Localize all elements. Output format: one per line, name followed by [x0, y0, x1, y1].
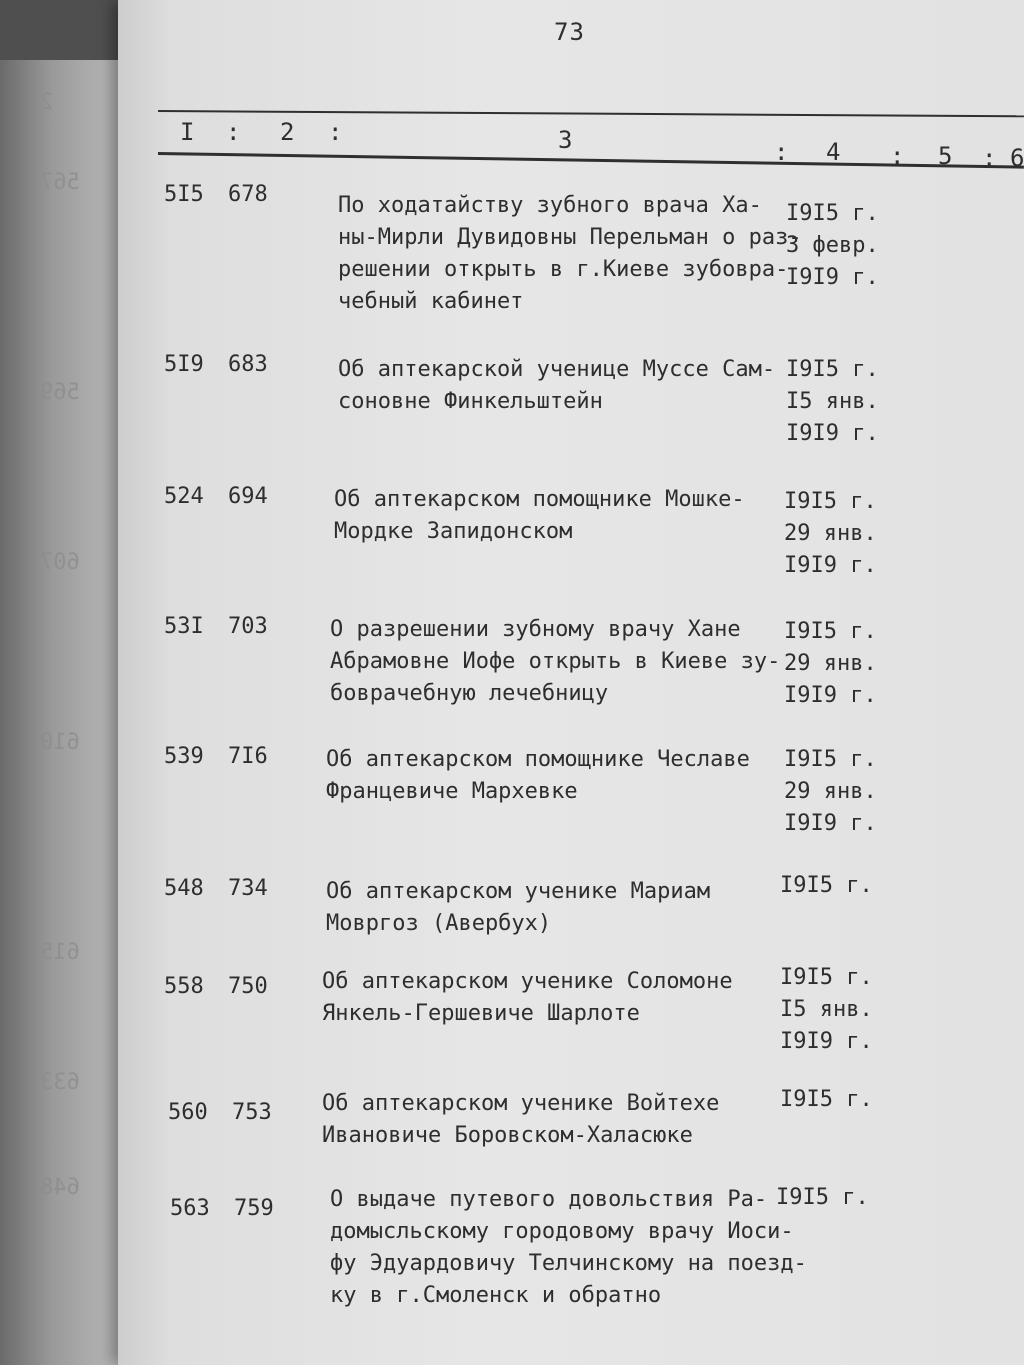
- entry-description: [326, 744, 776, 808]
- entry-description: [338, 190, 802, 318]
- date-line: I9I9 г.: [786, 265, 879, 290]
- description-line: По ходатайству зубного врача Ха-: [338, 193, 762, 218]
- date-line: I9I5 г.: [784, 619, 877, 644]
- description-line: Янкель-Гершевиче Шарлоте: [322, 1001, 640, 1026]
- column-header-5: 5: [938, 142, 953, 170]
- description-line: Абрамовне Иофе открыть в Киеве зу-: [330, 649, 781, 674]
- column-header-2: 2: [280, 118, 295, 146]
- date-line: 29 янв.: [784, 779, 877, 804]
- entry-file-number: 753: [232, 1100, 272, 1125]
- description-line: Об аптекарском ученике Соломоне: [322, 969, 733, 994]
- date-line: I9I5 г.: [776, 1185, 869, 1210]
- entry-file-number: 703: [228, 614, 268, 639]
- entry-number: 539: [164, 744, 204, 769]
- column-header-1: I: [180, 118, 195, 146]
- entry-description: [330, 1184, 807, 1312]
- column-separator: :: [328, 118, 343, 146]
- date-line: I9I9 г.: [786, 421, 879, 446]
- entry-dates: [776, 1182, 876, 1214]
- entry-dates: [784, 744, 884, 840]
- entry-file-number: 7I6: [228, 744, 268, 769]
- date-line: I5 янв.: [786, 389, 879, 414]
- entry-number: 558: [164, 974, 204, 999]
- description-line: фу Эдуардовичу Телчинскому на поезд-: [330, 1251, 807, 1276]
- column-header-3: 3: [558, 126, 573, 154]
- date-line: I9I9 г.: [780, 1029, 873, 1054]
- description-line: ны-Мирли Дувидовны Перельман о раз-: [338, 225, 802, 250]
- entry-description: [330, 614, 780, 710]
- entry-file-number: 694: [228, 484, 268, 509]
- description-line: Мовргоз (Авербух): [326, 911, 552, 936]
- entry-number: 53I: [164, 614, 204, 639]
- date-line: I9I5 г.: [780, 965, 873, 990]
- column-separator: :: [226, 118, 241, 146]
- entry-dates: [786, 354, 886, 450]
- entry-number: 524: [164, 484, 204, 509]
- description-line: Об аптекарском помощнике Чеславе: [326, 747, 750, 772]
- date-line: 29 янв.: [784, 651, 877, 676]
- date-line: I9I5 г.: [786, 201, 879, 226]
- entry-number: 5I5: [164, 182, 204, 207]
- description-line: ку в г.Смоленск и обратно: [330, 1283, 662, 1308]
- left-page-ghost-number: 610: [40, 730, 80, 755]
- entry-description: [322, 1088, 772, 1152]
- description-line: О выдаче путевого довольствия Ра-: [330, 1187, 768, 1212]
- description-line: Об аптекарском ученике Мариам: [326, 879, 711, 904]
- entry-description: [338, 354, 788, 418]
- description-line: боврачебную лечебницу: [330, 681, 609, 706]
- description-line: Об аптекарском помощнике Мошке-: [334, 487, 745, 512]
- entry-dates: [786, 198, 886, 294]
- entry-dates: [780, 962, 880, 1058]
- date-line: 3 февр.: [786, 233, 879, 258]
- left-page-ghost-number: 615: [40, 940, 80, 965]
- column-header-6: 6: [1010, 144, 1024, 172]
- page-number: 73: [554, 18, 585, 46]
- entry-dates: [784, 486, 884, 582]
- date-line: I9I5 г.: [780, 873, 873, 898]
- date-line: I5 янв.: [780, 997, 873, 1022]
- entry-description: [334, 484, 784, 548]
- description-line: Об аптекарской ученице Муссе Сам-: [338, 357, 776, 382]
- left-page-ghost-number: 648: [40, 1175, 80, 1200]
- left-page-ghost-number: 2: [40, 90, 54, 115]
- entry-number: 563: [170, 1196, 210, 1221]
- entry-file-number: 678: [228, 182, 268, 207]
- description-line: Ивановиче Боровском-Халасюке: [322, 1123, 693, 1148]
- date-line: I9I5 г.: [784, 747, 877, 772]
- date-line: 29 янв.: [784, 521, 877, 546]
- date-line: I9I9 г.: [784, 683, 877, 708]
- left-page-ghost-number: 569: [40, 380, 80, 405]
- entry-file-number: 683: [228, 352, 268, 377]
- column-separator: :: [982, 144, 997, 172]
- date-line: I9I5 г.: [784, 489, 877, 514]
- entry-dates: [780, 870, 880, 902]
- left-page-ghost-number: 607: [40, 550, 80, 575]
- description-line: домысльскому городовому врачу Иоси-: [330, 1219, 794, 1244]
- entry-file-number: 750: [228, 974, 268, 999]
- date-line: I9I5 г.: [780, 1087, 873, 1112]
- entry-description: [322, 966, 772, 1030]
- entry-dates: [784, 616, 884, 712]
- entry-number: 5I9: [164, 352, 204, 377]
- description-line: чебный кабинет: [338, 289, 524, 314]
- column-separator: :: [890, 142, 905, 170]
- entry-file-number: 734: [228, 876, 268, 901]
- entry-file-number: 759: [234, 1196, 274, 1221]
- description-line: Об аптекарском ученике Войтехе: [322, 1091, 720, 1116]
- left-page-ghost-number: 567: [40, 170, 80, 195]
- description-line: соновне Финкельштейн: [338, 389, 603, 414]
- date-line: I9I9 г.: [784, 553, 877, 578]
- description-line: решении открыть в г.Киеве зубовра-: [338, 257, 789, 282]
- date-line: I9I9 г.: [784, 811, 877, 836]
- date-line: I9I5 г.: [786, 357, 879, 382]
- entry-number: 548: [164, 876, 204, 901]
- description-line: О разрешении зубному врачу Хане: [330, 617, 741, 642]
- column-header-4: 4: [826, 138, 841, 166]
- description-line: Францевиче Мархевке: [326, 779, 578, 804]
- entry-number: 560: [168, 1100, 208, 1125]
- column-separator: :: [774, 138, 789, 166]
- description-line: Мордке Запидонском: [334, 519, 573, 544]
- entry-description: [326, 876, 776, 940]
- left-page-ghost-number: 633: [40, 1070, 80, 1095]
- entry-dates: [780, 1084, 880, 1116]
